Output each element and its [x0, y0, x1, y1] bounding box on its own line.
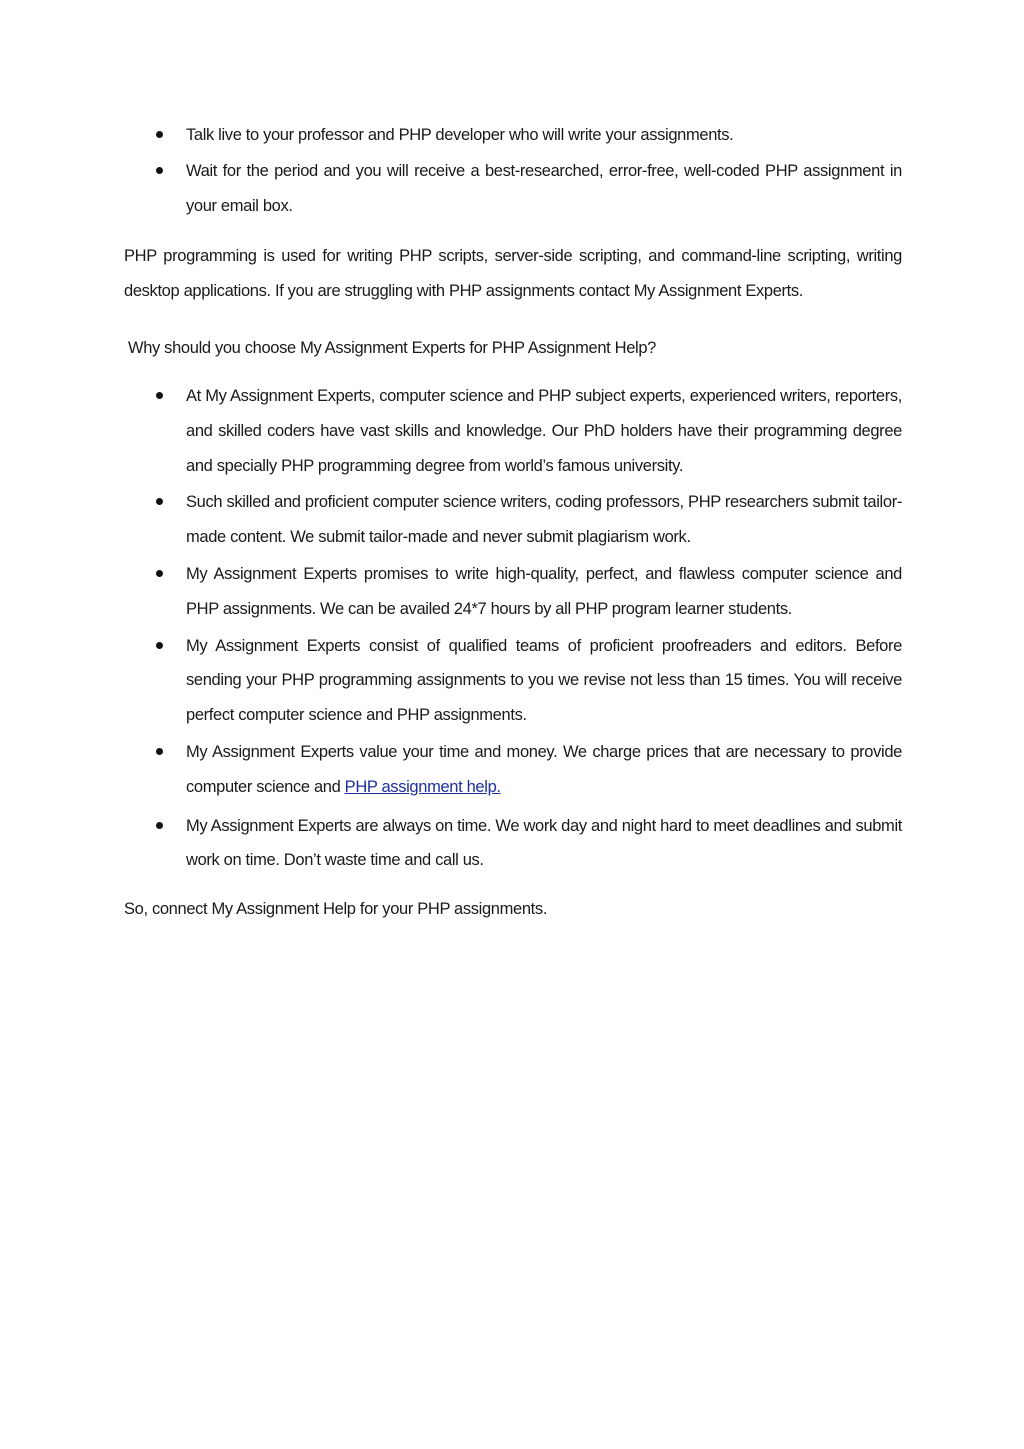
bullet-icon [156, 642, 163, 649]
list-item [124, 485, 902, 555]
list-item-text: My Assignment Experts consist of qualified teams of proficient proofreaders and editors. Before sending your PHP programming assignments to you we revise not less than 15 times. You will receive perfect computer science and PHP assignments. [186, 636, 902, 725]
list-item-text: At My Assignment Experts, computer science and PHP subject experts, experienced writers, reporters, and skilled coders have vast skills and knowledge. Our PhD holders have their programming degree and specially PHP programming degree from world’s famous university. [186, 386, 902, 475]
php-assignment-help-link[interactable]: PHP assignment help. [344, 777, 501, 796]
bullet-icon [156, 131, 163, 138]
bullet-icon [156, 822, 163, 829]
list-item-text: Talk live to your professor and PHP developer who will write your assignments. [186, 126, 734, 144]
list-item-text: My Assignment Experts are always on time. We work day and night hard to meet deadlines and submit work on time. Don’t waste time and call us. [186, 816, 902, 870]
section-heading: Why should you choose My Assignment Experts for PHP Assignment Help? [128, 338, 656, 357]
bullet-icon [156, 498, 163, 505]
list-item [124, 154, 902, 224]
list-item-text: Such skilled and proficient computer science writers, coding professors, PHP researchers submit tailor-made content. We submit tailor-made and never submit plagiarism work. [186, 493, 902, 547]
list-item-text: My Assignment Experts value your time and money. We charge prices that are necessary to provide computer science and [186, 742, 902, 796]
document-page [124, 118, 902, 926]
list-item [124, 809, 902, 879]
bullet-icon [156, 748, 163, 755]
why-bullet-list [124, 379, 902, 878]
list-item [124, 379, 902, 483]
list-item [124, 629, 902, 733]
list-item [124, 735, 902, 805]
intro-paragraph: PHP programming is used for writing PHP scripts, server-side scripting, and command-line scripting, writing desktop applications. If you are struggling with PHP assignments contact My Assignment Experts. [124, 247, 902, 301]
bullet-icon [156, 167, 163, 174]
list-item-text: My Assignment Experts promises to write high-quality, perfect, and flawless computer science and PHP assignments. We can be availed 24*7 hours by all PHP program learner students. [186, 564, 902, 618]
list-item-text: Wait for the period and you will receive a best-researched, error-free, well-coded PHP assignment in your email box. [186, 161, 902, 215]
bullet-icon [156, 570, 163, 577]
closing-paragraph: So, connect My Assignment Help for your PHP assignments. [124, 900, 548, 919]
bullet-icon [156, 392, 163, 399]
list-item [124, 118, 902, 153]
top-bullet-list [124, 118, 902, 223]
list-item [124, 557, 902, 627]
